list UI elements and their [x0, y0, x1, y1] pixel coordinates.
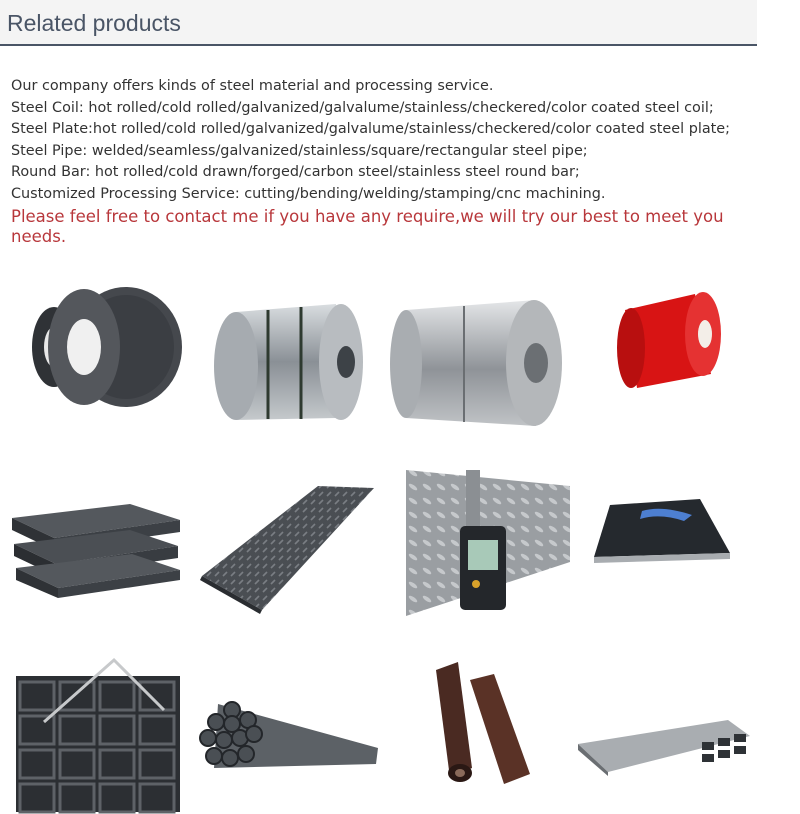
round-pipe-bundle-icon: [194, 700, 380, 772]
color-coated-coil-icon: [611, 288, 723, 396]
product-checkered-plate[interactable]: [198, 482, 376, 614]
seamless-pipe-icon: [434, 660, 534, 788]
product-seamless-pipe[interactable]: [434, 660, 534, 788]
section-header: [0, 0, 757, 46]
checkered-plate-micrometer-icon: [406, 466, 570, 618]
rectangular-pipe-bundle-icon: [578, 716, 750, 776]
galvanized-coil-icon: [206, 298, 366, 426]
section-title: Related products: [7, 10, 181, 36]
description-line: Steel Coil: hot rolled/cold rolled/galvanized/galvalume/stainless/checkered/color coated steel coil;: [11, 99, 714, 116]
product-color-coated-coil[interactable]: [611, 288, 723, 396]
product-cold-rolled-coil[interactable]: [386, 296, 566, 432]
hot-rolled-coil-icon: [16, 285, 186, 410]
product-round-pipe-bundle[interactable]: [194, 700, 380, 772]
product-square-pipe-bundle[interactable]: [14, 656, 182, 814]
company-description: [11, 76, 771, 248]
description-line: Round Bar: hot rolled/cold drawn/forged/carbon steel/stainless steel round bar;: [11, 164, 580, 181]
square-pipe-bundle-icon: [14, 656, 182, 814]
cold-rolled-coil-icon: [386, 296, 566, 432]
product-checkered-plate-micrometer[interactable]: [406, 466, 570, 618]
description-line: Our company offers kinds of steel material and processing service.: [11, 78, 494, 94]
contact-message: Please feel free to contact me if you have any require,we will try our best to meet you needs.: [11, 206, 724, 247]
steel-plate-stack-icon: [10, 500, 182, 600]
stainless-sheet-icon: [592, 497, 732, 563]
checkered-plate-icon: [198, 482, 376, 614]
product-rectangular-pipe-bundle[interactable]: [578, 716, 750, 776]
description-line: Customized Processing Service: cutting/bending/welding/stamping/cnc machining.: [11, 185, 606, 202]
product-steel-plate-stack[interactable]: [10, 500, 182, 600]
product-stainless-sheet[interactable]: [592, 497, 732, 563]
description-line: Steel Pipe: welded/seamless/galvanized/stainless/square/rectangular steel pipe;: [11, 142, 588, 159]
product-hot-rolled-coil[interactable]: [16, 285, 186, 410]
description-line: Steel Plate:hot rolled/cold rolled/galvanized/galvalume/stainless/checkered/color coated steel plate;: [11, 121, 731, 138]
product-galvanized-coil[interactable]: [206, 298, 366, 426]
